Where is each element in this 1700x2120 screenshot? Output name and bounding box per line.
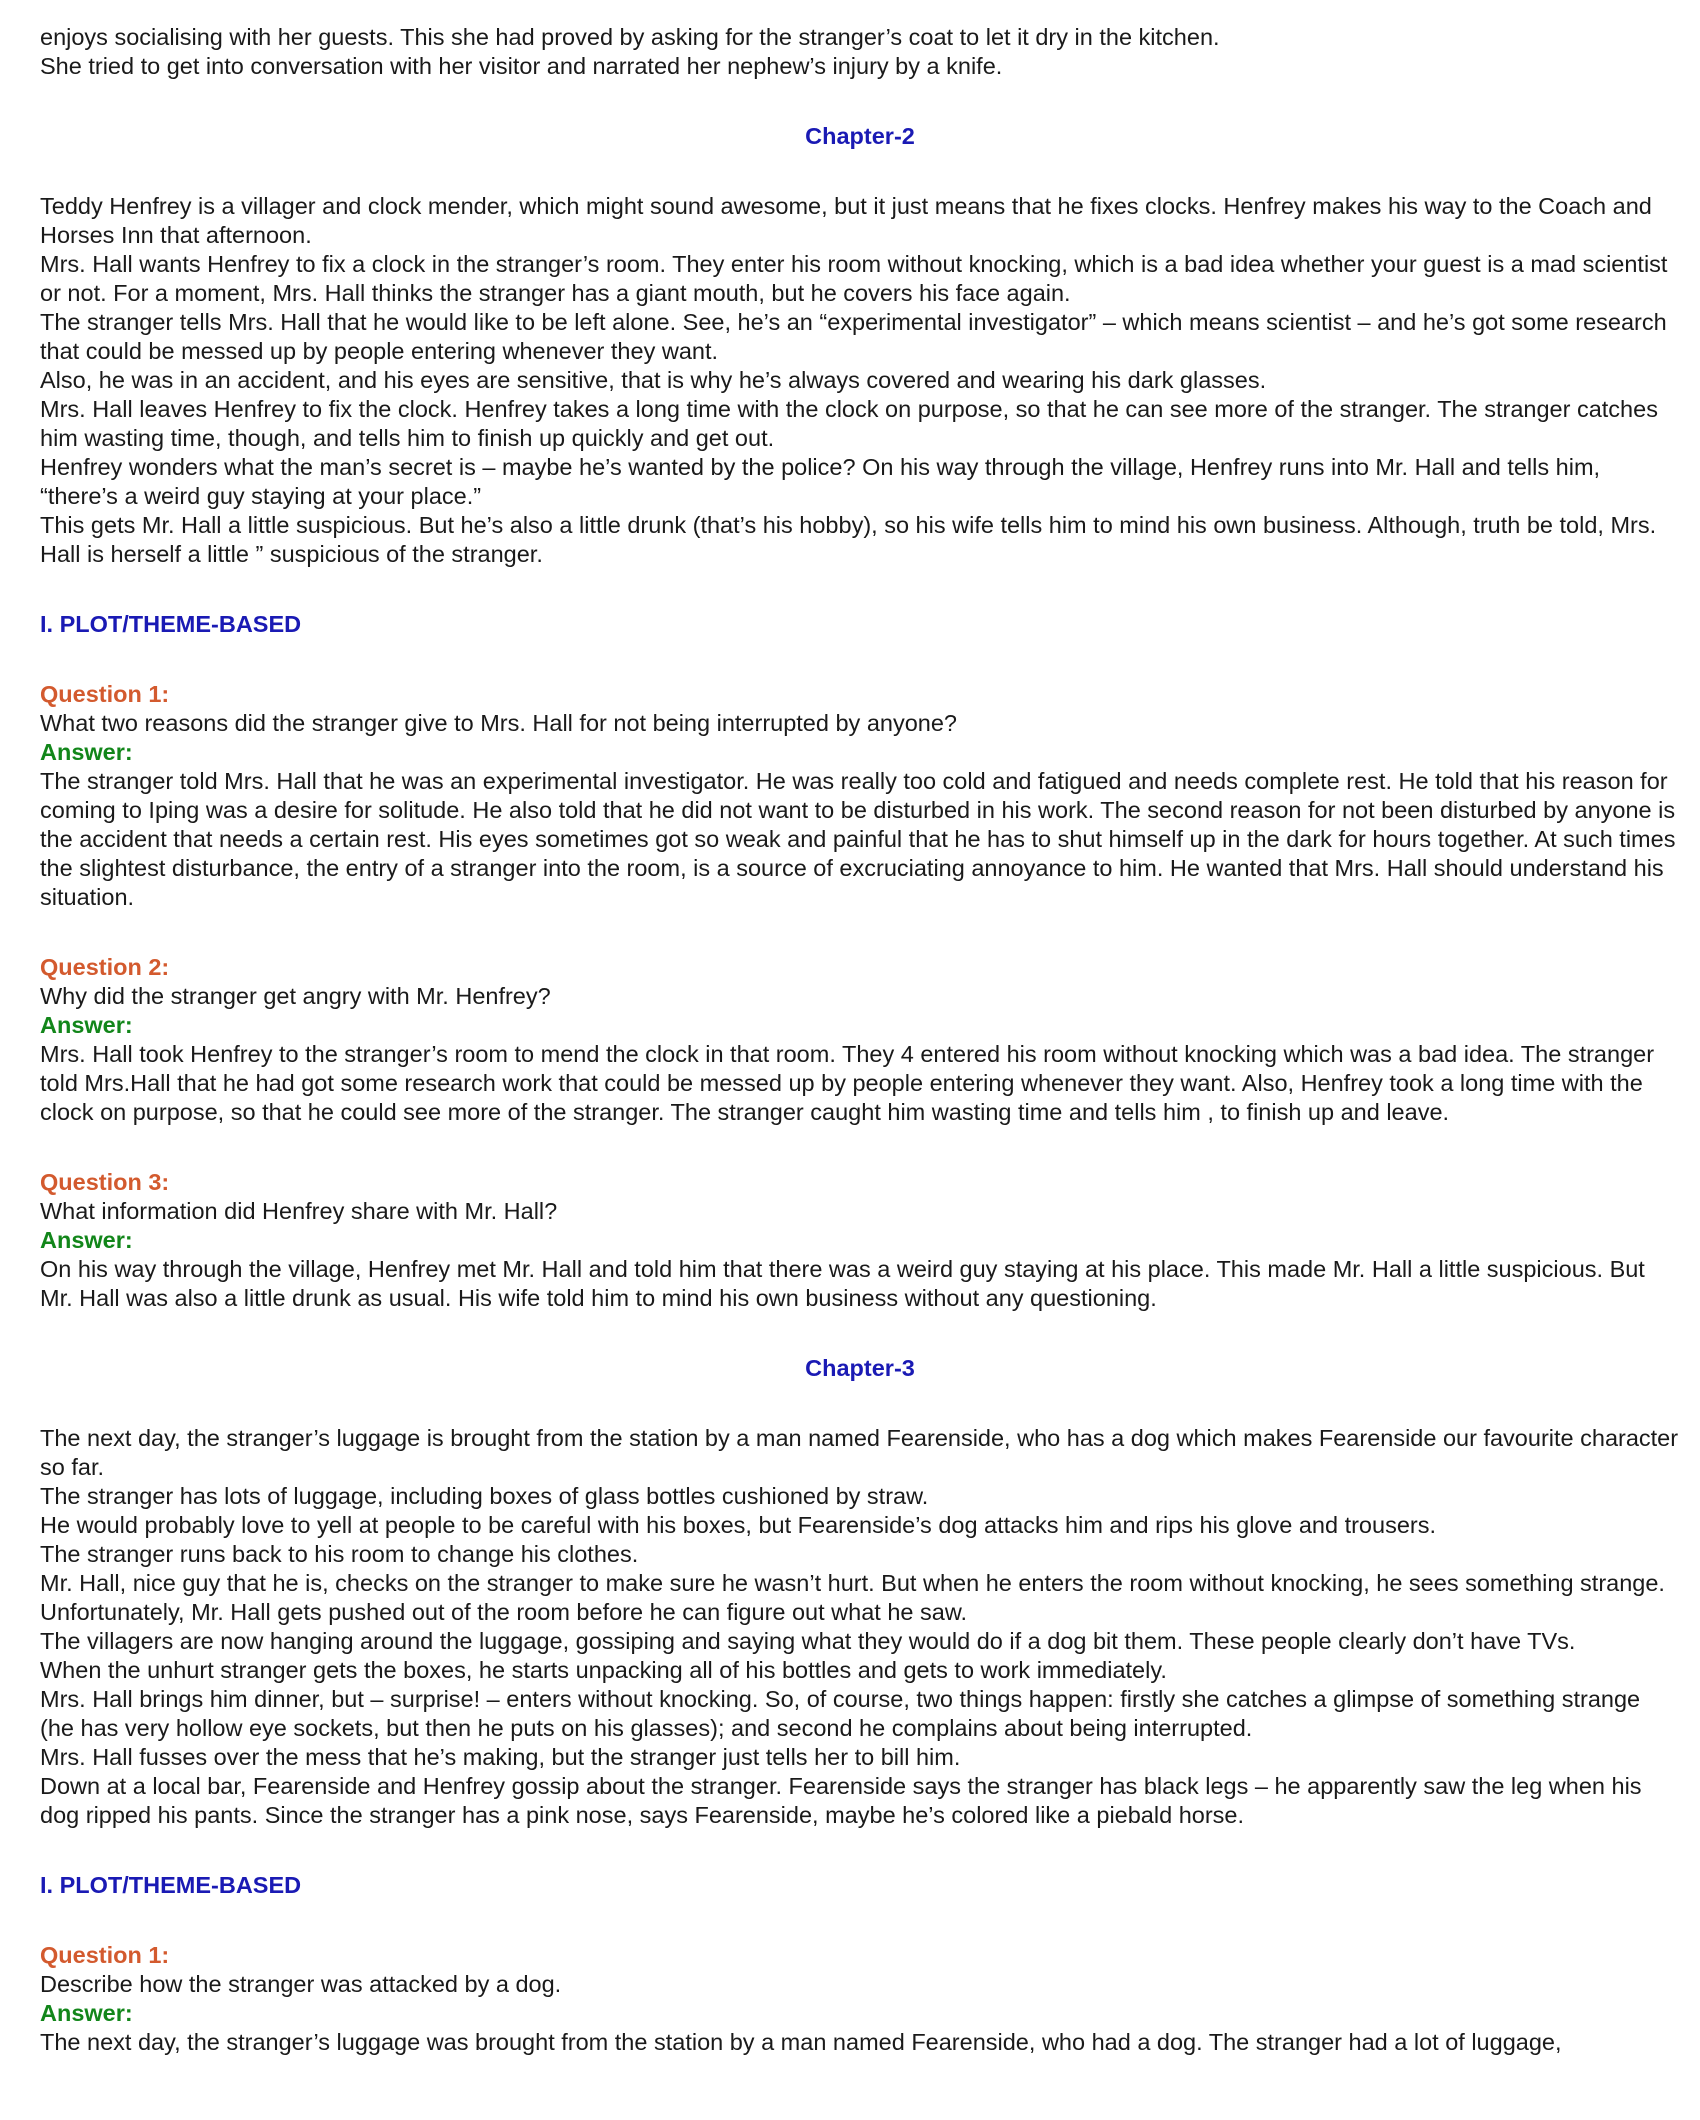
paragraph: The next day, the stranger’s luggage is brought from the station by a man named Fearenside, who has a dog which makes Fearenside our favourite character so far. [40, 1425, 1679, 1480]
section-heading: I. PLOT/THEME-BASED [40, 611, 302, 637]
question-label: Question 1: [40, 1942, 170, 1968]
question-text: What information did Henfrey share with Mr. Hall? [40, 1198, 558, 1224]
paragraph: enjoys socialising with her guests. This she had proved by asking for the stranger’s coat to let it dry in the kitchen. [40, 24, 1220, 50]
question-text: What two reasons did the stranger give to Mrs. Hall for not being interrupted by anyone? [40, 710, 957, 736]
qa-block [40, 1941, 1680, 2057]
answer-label: Answer: [40, 1227, 133, 1253]
intro-text [40, 23, 1680, 81]
chapter-3-summary [40, 1424, 1680, 1830]
chapter-2-summary [40, 192, 1680, 569]
paragraph: Mr. Hall, nice guy that he is, checks on the stranger to make sure he wasn’t hurt. But when he enters the room without knocking, he sees something strange. Unfortunately, Mr. Hall gets pushed out of the room before he can figure out what he saw. [40, 1570, 1665, 1625]
question-label: Question 2: [40, 954, 170, 980]
chapter-2-title: Chapter-2 [805, 123, 915, 149]
question-text: Describe how the stranger was attacked by a dog. [40, 1971, 562, 1997]
paragraph: When the unhurt stranger gets the boxes, he starts unpacking all of his bottles and gets to work immediately. [40, 1657, 1167, 1683]
answer-label: Answer: [40, 2000, 133, 2026]
qa-block [40, 953, 1680, 1127]
qa-block [40, 680, 1680, 912]
paragraph: The villagers are now hanging around the luggage, gossiping and saying what they would do if a dog bit them. These people clearly don’t have TVs. [40, 1628, 1576, 1654]
chapter-3-title: Chapter-3 [805, 1355, 915, 1381]
paragraph: Mrs. Hall fusses over the mess that he’s making, but the stranger just tells her to bill him. [40, 1744, 961, 1770]
paragraph: He would probably love to yell at people to be careful with his boxes, but Fearenside’s dog attacks him and rips his glove and trousers. [40, 1512, 1436, 1538]
paragraph: Mrs. Hall wants Henfrey to fix a clock in the stranger’s room. They enter his room without knocking, which is a bad idea whether your guest is a mad scientist or not. For a moment, Mrs. Hall thinks the stranger has a giant mouth, but he covers his face again. [40, 251, 1668, 306]
paragraph: She tried to get into conversation with her visitor and narrated her nephew’s injury by a knife. [40, 53, 1003, 79]
paragraph: Also, he was in an accident, and his eyes are sensitive, that is why he’s always covered and wearing his dark glasses. [40, 367, 1267, 393]
paragraph: Mrs. Hall brings him dinner, but – surprise! – enters without knocking. So, of course, two things happen: firstly she catches a glimpse of something strange (he has very hollow eye sockets, but then he puts on his glasses); and second he complains about being interrupted. [40, 1686, 1641, 1741]
paragraph: The stranger runs back to his room to change his clothes. [40, 1541, 639, 1567]
answer-text: On his way through the village, Henfrey met Mr. Hall and told him that there was a weird guy staying at his place. This made Mr. Hall a little suspicious. But Mr. Hall was also a little drunk as usual. His wife told him to mind his own business without any questioning. [40, 1256, 1645, 1311]
answer-text: The next day, the stranger’s luggage was brought from the station by a man named Fearenside, who had a dog. The stranger had a lot of luggage, [40, 2029, 1562, 2055]
paragraph: The stranger has lots of luggage, including boxes of glass bottles cushioned by straw. [40, 1483, 929, 1509]
paragraph: Teddy Henfrey is a villager and clock mender, which might sound awesome, but it just means that he fixes clocks. Henfrey makes his way to the Coach and Horses Inn that afternoon. [40, 193, 1652, 248]
qa-block [40, 1168, 1680, 1313]
section-heading: I. PLOT/THEME-BASED [40, 1872, 302, 1898]
answer-label: Answer: [40, 1012, 133, 1038]
answer-label: Answer: [40, 739, 133, 765]
question-label: Question 3: [40, 1169, 170, 1195]
paragraph: Mrs. Hall leaves Henfrey to fix the clock. Henfrey takes a long time with the clock on purpose, so that he can see more of the stranger. The stranger catches him wasting time, though, and tells him to finish up quickly and get out. [40, 396, 1658, 451]
paragraph: Down at a local bar, Fearenside and Henfrey gossip about the stranger. Fearenside says the stranger has black legs – he apparently saw the leg when his dog ripped his pants. Since the stranger has a pink nose, says Fearenside, maybe he’s colored like a piebald horse. [40, 1773, 1642, 1828]
paragraph: This gets Mr. Hall a little suspicious. But he’s also a little drunk (that’s his hobby), so his wife tells him to mind his own business. Although, truth be told, Mrs. Hall is herself a little ” suspicious of the stranger. [40, 512, 1657, 567]
answer-text: The stranger told Mrs. Hall that he was an experimental investigator. He was really too cold and fatigued and needs complete rest. He told that his reason for coming to Iping was a desire for solitude. He also told that he did not want to be disturbed in his work. The second reason for not been disturbed by anyone is the accident that needs a certain rest. His eyes sometimes got so weak and painful that he has to shut himself up in the dark for hours together. At such times the slightest disturbance, the entry of a stranger into the room, is a source of excruciating annoyance to him. He wanted that Mrs. Hall should understand his situation. [40, 768, 1676, 910]
question-label: Question 1: [40, 681, 170, 707]
paragraph: Henfrey wonders what the man’s secret is – maybe he’s wanted by the police? On his way through the village, Henfrey runs into Mr. Hall and tells him, “there’s a weird guy staying at your place.” [40, 454, 1601, 509]
paragraph: The stranger tells Mrs. Hall that he would like to be left alone. See, he’s an “experimental investigator” – which means scientist – and he’s got some research that could be messed up by people entering whenever they want. [40, 309, 1667, 364]
question-text: Why did the stranger get angry with Mr. Henfrey? [40, 983, 551, 1009]
answer-text: Mrs. Hall took Henfrey to the stranger’s room to mend the clock in that room. They 4 entered his room without knocking which was a bad idea. The stranger told Mrs.Hall that he had got some research work that could be messed up by people entering whenever they want. Also, Henfrey took a long time with the clock on purpose, so that he could see more of the stranger. The stranger caught him wasting time and tells him , to finish up and leave. [40, 1041, 1655, 1125]
